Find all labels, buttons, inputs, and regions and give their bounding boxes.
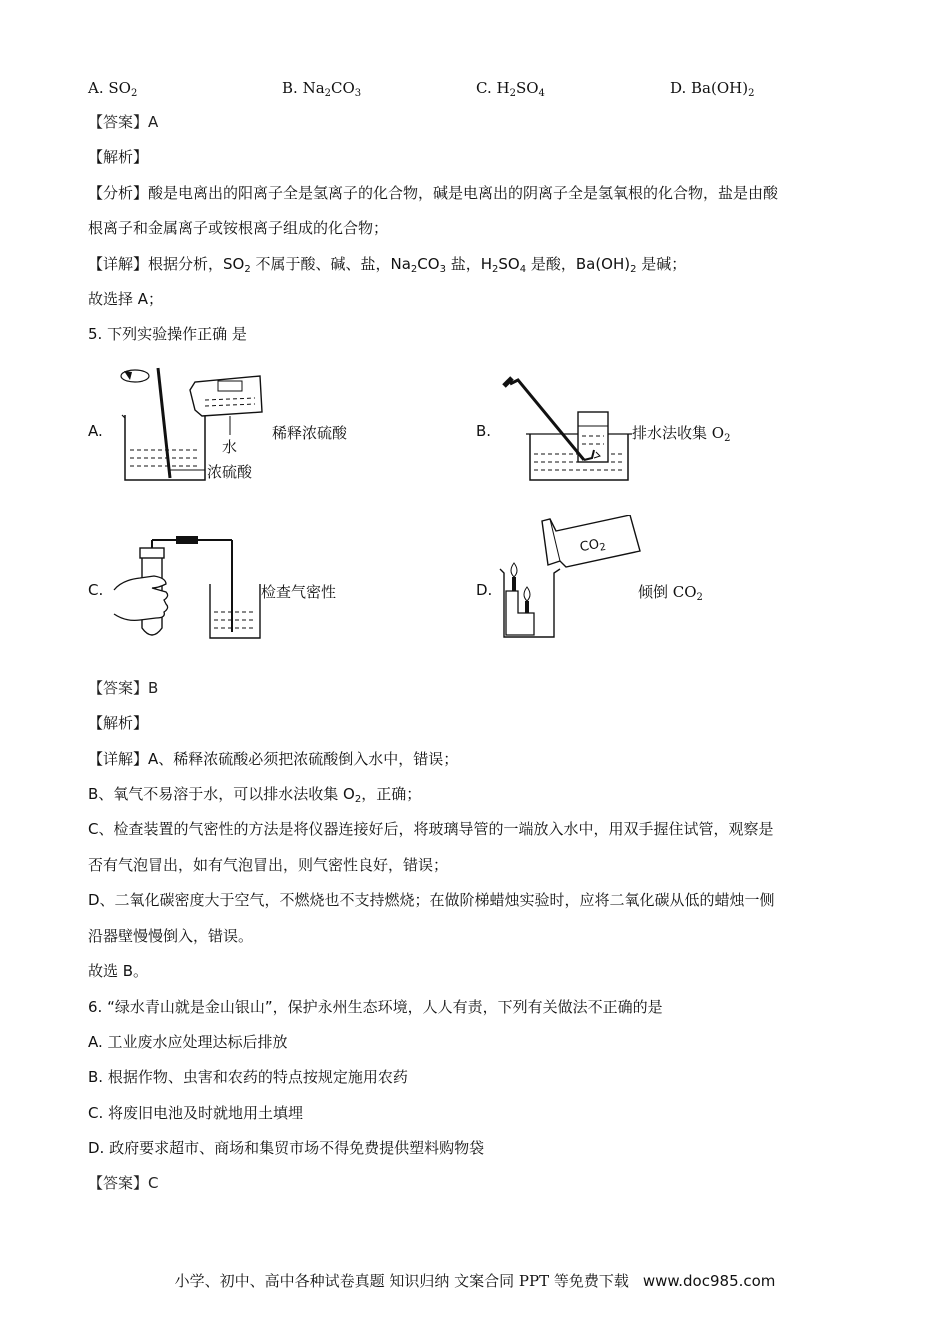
q5-figure-d [494, 515, 642, 645]
q5-detail-line-1: 【详解】A、稀释浓硫酸必须把浓硫酸倒入水中，错误； [88, 750, 459, 768]
q6-option-d: D. 政府要求超市、商场和集贸市场不得免费提供塑料购物袋 [88, 1139, 485, 1157]
q4-analysis-line-2: 根离子和金属离子或铵根离子组成的化合物； [88, 219, 389, 237]
page-footer [0, 1270, 950, 1291]
q5-detail-line-6: 沿器壁慢慢倒入，错误。 [88, 927, 254, 945]
footer-url[interactable]: www.doc985.com [642, 1272, 776, 1290]
q5-option-c-label: 检查气密性 [261, 583, 337, 601]
q4-analysis-heading: 【解析】 [88, 148, 149, 166]
q5-option-a-label: 稀释浓硫酸 [272, 424, 348, 442]
q6-option-a: A. 工业废水应处理达标后排放 [88, 1033, 288, 1051]
q6-option-b: B. 根据作物、虫害和农药的特点按规定施用农药 [88, 1068, 408, 1086]
q5-figure-c [110, 528, 265, 646]
q6-answer: 【答案】C [88, 1174, 159, 1192]
q5-stem: 5. 下列实验操作正确 是 [88, 325, 247, 343]
q4-analysis-line-1: 【分析】酸是电离出的阳离子全是氢离子的化合物，碱是电离出的阴离子全是氢氧根的化合物，盐是由酸 [88, 184, 779, 202]
q4-option-d: D. $Ba(OH)_2$ [670, 79, 755, 99]
q5-option-d-label: 倾倒 $CO_2$ [638, 583, 703, 603]
q5-option-a-water-label: 水 [222, 438, 238, 456]
q5-option-d-bottle-label: $CO_2$ [578, 537, 607, 556]
q4-conclusion: 故选择 A； [88, 290, 164, 308]
q5-detail-line-2: B、氧气不易溶于水，可以排水法收集 $O_2$，正确； [88, 785, 422, 805]
q5-figure-b [500, 372, 632, 487]
q5-option-d-letter: D. [476, 581, 493, 599]
q5-analysis-heading: 【解析】 [88, 714, 149, 732]
q5-detail-line-5: D、二氧化碳密度大于空气，不燃烧也不支持燃烧；在做阶梯蜡烛实验时，应将二氧化碳从低的蜡烛一侧 [88, 891, 775, 909]
q5-option-c-letter: C. [88, 581, 104, 599]
q5-conclusion: 故选 B。 [88, 962, 149, 980]
q6-stem: 6. “绿水青山就是金山银山”，保护永州生态环境，人人有责，下列有关做法不正确的是 [88, 998, 663, 1016]
q6-option-c: C. 将废旧电池及时就地用土填埋 [88, 1104, 304, 1122]
q4-option-a: A. $SO_2$ [88, 79, 138, 99]
q4-answer: 【答案】A [88, 113, 159, 131]
q5-option-a-acid-label: 浓硫酸 [207, 463, 253, 481]
q5-option-b-label: 排水法收集 $O_2$ [632, 424, 731, 444]
q5-option-b-letter: B. [476, 422, 492, 440]
q5-detail-line-3: C、检查装置的气密性的方法是将仪器连接好后，将玻璃导管的一端放入水中，用双手握住试管，观察是 [88, 820, 774, 838]
q5-option-a-letter: A. [88, 422, 103, 440]
q5-answer: 【答案】B [88, 679, 159, 697]
q5-detail-line-4: 否有气泡冒出，如有气泡冒出，则气密性良好，错误； [88, 856, 449, 874]
q4-detail: 【详解】根据分析，$SO_2$ 不属于酸、碱、盐，$Na_2CO_3$ 盐，$H_2SO_4$ 是酸，$Ba(OH)_2$ 是碱； [88, 255, 687, 275]
footer-text: 小学、初中、高中各种试卷真题 知识归纳 文案合同 PPT 等免费下载 [174, 1272, 629, 1290]
q4-option-c: C. $H_2SO_4$ [476, 79, 545, 99]
q4-option-b: B. $Na_2CO_3$ [282, 79, 362, 99]
